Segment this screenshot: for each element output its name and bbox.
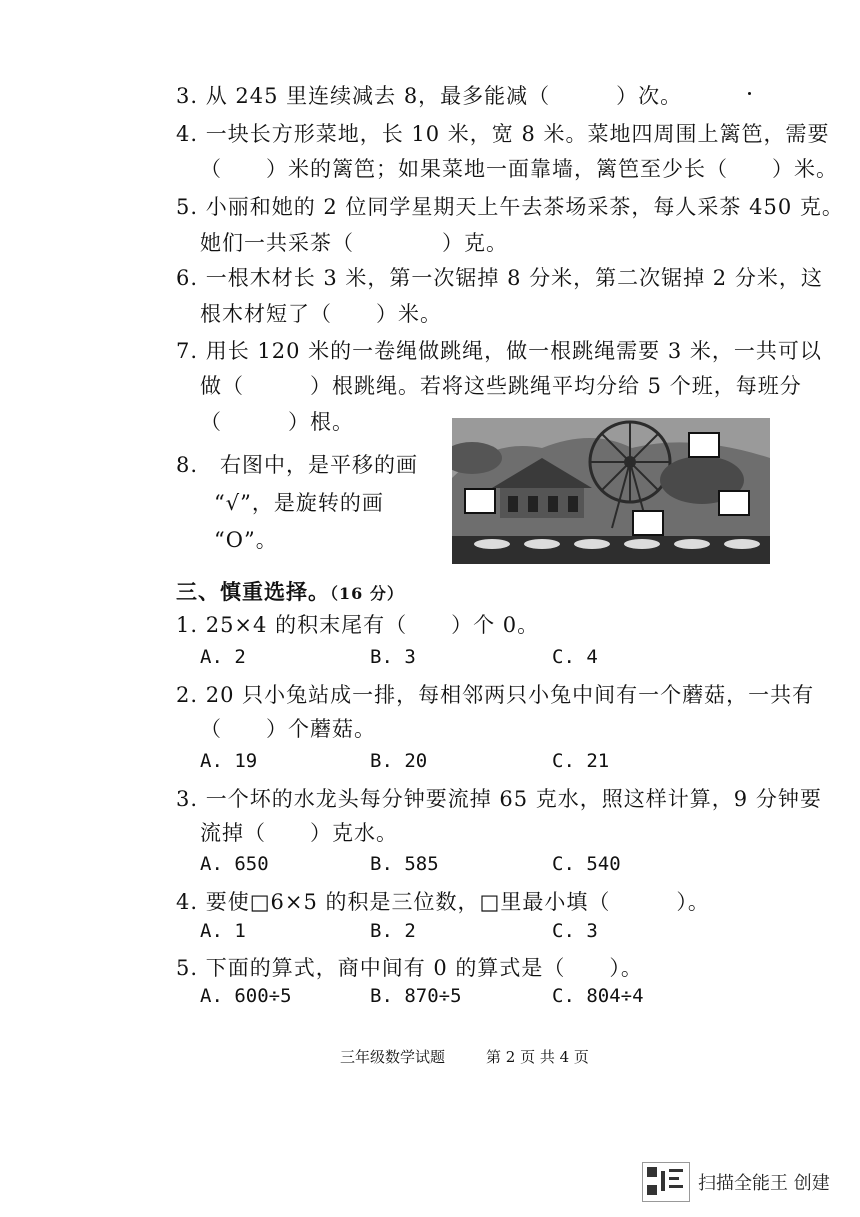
c2-line-2: （ ）个蘑菇。 (200, 717, 376, 741)
c4-line-1: 4. 要使□6×5 的积是三位数，□里最小填（ ）。 (176, 890, 710, 914)
q8-line-1: 8. 右图中，是平移的画 (176, 453, 419, 477)
c4-option-a[interactable]: A. 1 (200, 920, 246, 942)
q8-line-2: “√”，是旋转的画 (214, 491, 384, 515)
section-3-heading (176, 576, 404, 606)
c4-option-b[interactable]: B. 2 (370, 920, 416, 942)
c1-option-c[interactable]: C. 4 (552, 646, 598, 668)
q3-line-1: 3. 从 245 里连续减去 8，最多能减（ ）次。 (176, 84, 683, 108)
footer-page-number: 第 2 页 共 4 页 (486, 1048, 589, 1066)
c2-line-1: 2. 20 只小兔站成一排，每相邻两只小兔中间有一个蘑菇，一共有 (176, 683, 815, 707)
q7-line-3: （ ）根。 (200, 410, 354, 434)
c3-option-b[interactable]: B. 585 (370, 853, 439, 875)
c1-line-1: 1. 25×4 的积末尾有（ ）个 0。 (176, 613, 540, 637)
section-3-score: （16 分） (330, 584, 404, 603)
answer-box-carousel[interactable] (464, 488, 496, 514)
footer-subject: 三年级数学试题 (340, 1048, 446, 1066)
c2-option-a[interactable]: A. 19 (200, 750, 258, 772)
c3-option-c[interactable]: C. 540 (552, 853, 621, 875)
amusement-park-figure (452, 418, 770, 564)
answer-box-slide[interactable] (718, 490, 750, 516)
q4-line-2: （ ）米的篱笆；如果菜地一面靠墙，篱笆至少长（ ）米。 (200, 157, 838, 181)
c5-option-b[interactable]: B. 870÷5 (370, 985, 462, 1007)
c1-option-a[interactable]: A. 2 (200, 646, 246, 668)
c1-option-b[interactable]: B. 3 (370, 646, 416, 668)
c3-line-1: 3. 一个坏的水龙头每分钟要流掉 65 克水，照这样计算，9 分钟要 (176, 787, 822, 811)
q5-line-1: 5. 小丽和她的 2 位同学星期天上午去茶场采茶，每人采茶 450 克。 (176, 195, 844, 219)
q4-line-1: 4. 一块长方形菜地，长 10 米，宽 8 米。菜地四周围上篱笆，需要 (176, 122, 830, 146)
watermark-text: 扫描全能王 创建 (698, 1173, 830, 1194)
q5-line-2: 她们一共采茶（ ）克。 (200, 231, 508, 255)
section-3-title: 三、慎重选择。 (176, 579, 330, 604)
q6-line-1: 6. 一根木材长 3 米，第一次锯掉 8 分米，第二次锯掉 2 分米，这 (176, 266, 823, 290)
q7-line-2: 做（ ）根跳绳。若将这些跳绳平均分给 5 个班，每班分 (200, 374, 802, 398)
c5-line-1: 5. 下面的算式，商中间有 0 的算式是（ ）。 (176, 956, 643, 980)
c5-option-a[interactable]: A. 600÷5 (200, 985, 292, 1007)
q6-line-2: 根木材短了（ ）米。 (200, 302, 442, 326)
qr-code-icon (642, 1162, 690, 1202)
q8-line-3: “O”。 (214, 528, 278, 552)
c3-line-2: 流掉（ ）克水。 (200, 821, 398, 845)
q7-line-1: 7. 用长 120 米的一卷绳做跳绳，做一根跳绳需要 3 米，一共可以 (176, 339, 822, 363)
c5-option-c[interactable]: C. 804÷4 (552, 985, 644, 1007)
c2-option-c[interactable]: C. 21 (552, 750, 610, 772)
scanner-watermark (642, 1162, 830, 1202)
c2-option-b[interactable]: B. 20 (370, 750, 428, 772)
c3-option-a[interactable]: A. 650 (200, 853, 269, 875)
answer-box-boats[interactable] (632, 510, 664, 536)
stray-dot (748, 92, 751, 95)
c4-option-c[interactable]: C. 3 (552, 920, 598, 942)
answer-box-ferris[interactable] (688, 432, 720, 458)
